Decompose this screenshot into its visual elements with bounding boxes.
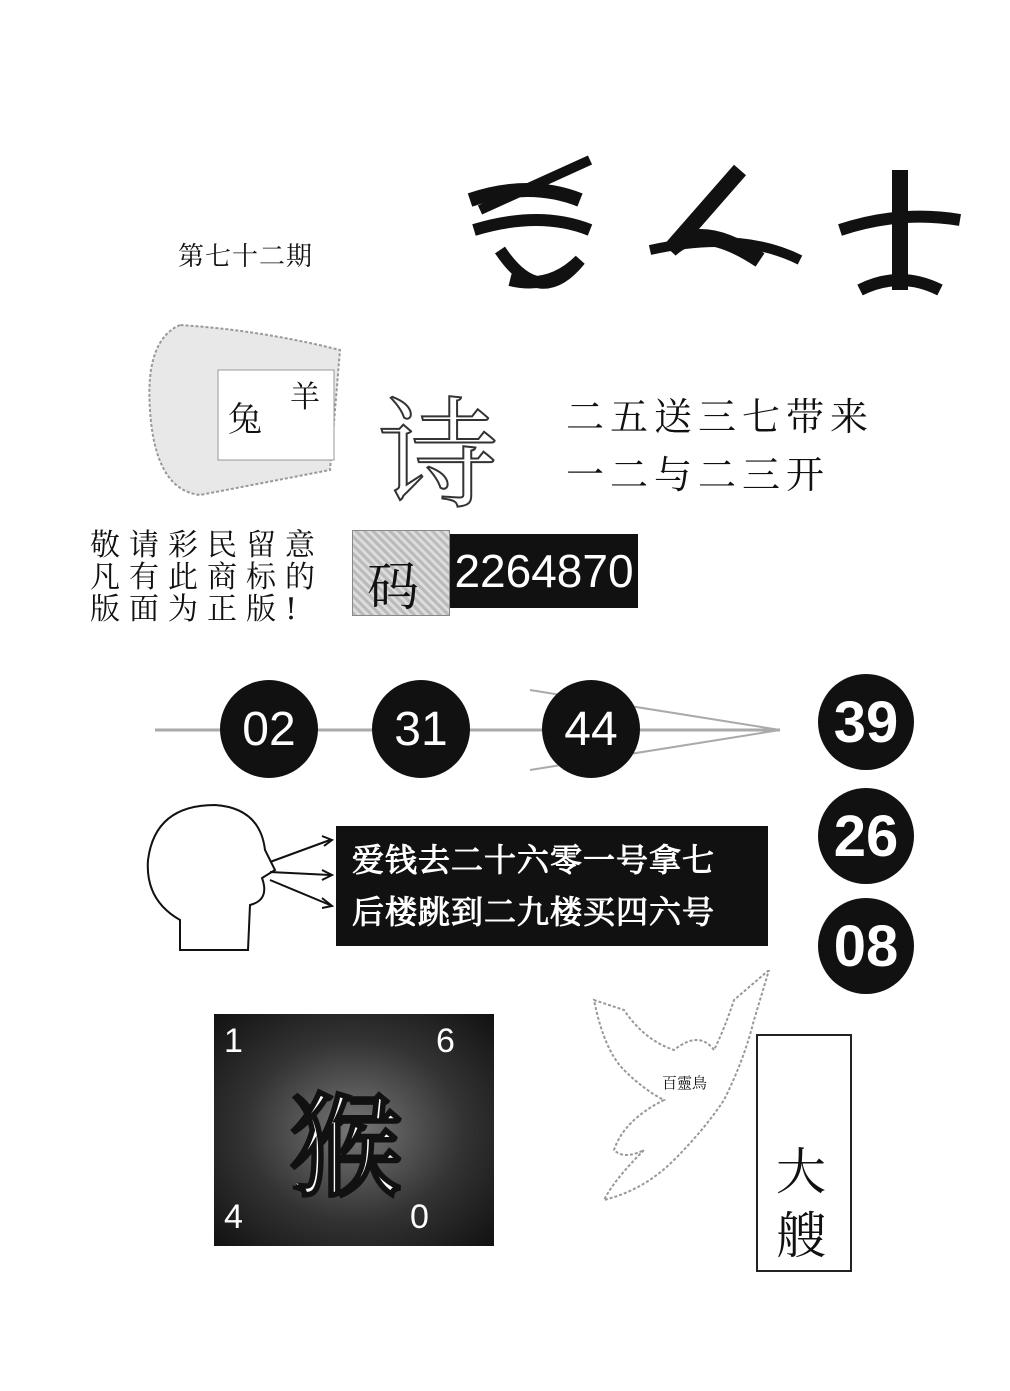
- ship-char-2: 艘: [776, 1207, 826, 1265]
- verse-line-2: 一二与二三开: [566, 453, 831, 497]
- number-ball: 44: [542, 680, 640, 778]
- notice-line-2: 凡有此商标的: [90, 560, 324, 595]
- notice-line-3: 版面为正版!: [90, 592, 307, 627]
- poem-char: 诗: [378, 387, 498, 526]
- code-emblem: [352, 530, 450, 616]
- number-ball: 02: [220, 680, 318, 778]
- message-line-1: 爱钱去二十六零一号拿七: [352, 841, 716, 879]
- emblem-char: 码: [367, 558, 420, 618]
- number-ball: 39: [818, 674, 914, 770]
- verse-line-1: 二五送三七带来: [566, 395, 875, 439]
- monkey-box: [214, 1014, 494, 1246]
- speaking-head-icon: [140, 800, 340, 960]
- corner-number: 0: [410, 1198, 429, 1236]
- message-line-2: 后楼跳到二九楼买四六号: [352, 893, 716, 931]
- notice-line-1: 敬请彩民留意: [90, 528, 324, 563]
- ship-box: [756, 1034, 852, 1272]
- monkey-char: 猴: [290, 1082, 402, 1213]
- sheep-char: 羊: [290, 380, 320, 415]
- brand-logo: [440, 140, 980, 320]
- dove-label: 百靈鳥: [662, 1074, 708, 1092]
- number-ball: 08: [818, 898, 914, 994]
- corner-number: 1: [224, 1022, 243, 1060]
- rabbit-char: 兔: [228, 400, 262, 440]
- ship-char-1: 大: [776, 1143, 826, 1201]
- corner-number: 6: [436, 1022, 455, 1060]
- message-box: [336, 826, 768, 946]
- code-number: 2264870: [450, 534, 638, 608]
- number-ball: 26: [818, 788, 914, 884]
- authenticity-notice: [90, 530, 324, 626]
- issue-label: 第七十二期: [178, 242, 314, 272]
- corner-number: 4: [224, 1198, 243, 1236]
- number-ball: 31: [372, 680, 470, 778]
